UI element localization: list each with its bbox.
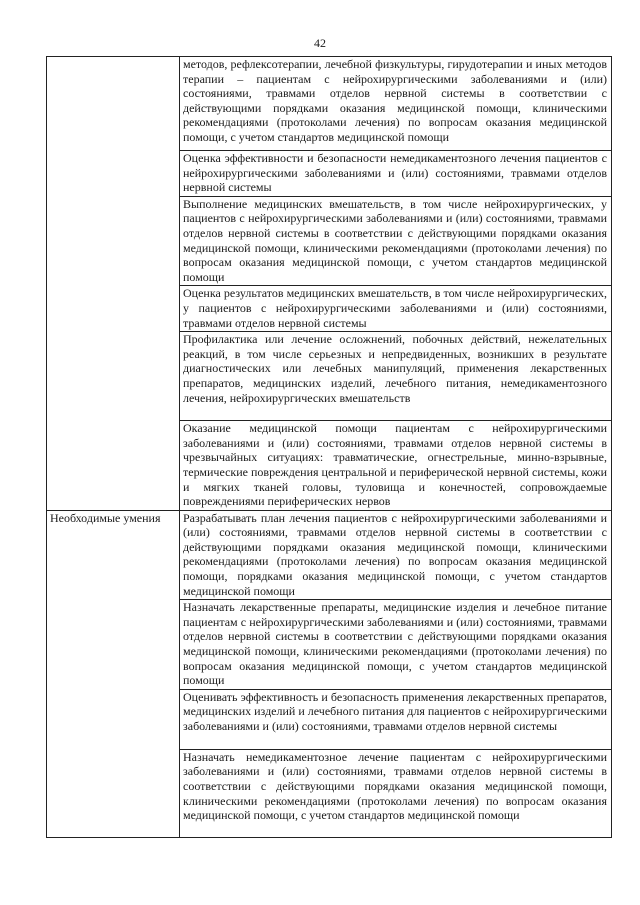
table-row — [47, 510, 612, 600]
row-text: Профилактика или лечение осложнений, побочных действий, нежелательных реакций, в том числе серьезных и непредвиденных, возникших в результате диагностических или лечебных манипуляций, применения лекарственных препаратов, медицинских изделий, лечебного питания, немедикаментозного лечения, нейрохирургических вмешательств — [180, 332, 612, 421]
competency-table — [46, 56, 612, 838]
row-text: Оказание медицинской помощи пациентам с нейрохирургическими заболеваниями и (или) состояниями, травмами отделов нервной системы в чрезвычайных ситуациях: травматические, огнестрельные, минно-взрывные, термические повреждения центральной и периферической нервной системы, кожи и мягких тканей головы, туловища и конечностей, сопровождаемые повреждениями периферических нервов — [180, 421, 612, 511]
row-label — [47, 57, 180, 511]
row-text: Оценка результатов медицинских вмешательств, в том числе нейрохирургических, у пациентов с нейрохирургическими заболеваниями и (или) состояниями, травмами отделов нервной системы — [180, 286, 612, 332]
row-text: Разрабатывать план лечения пациентов с нейрохирургическими заболеваниями и (или) состояниями, травмами отделов нервной системы в соответствии с действующими порядками оказания медицинской помощи, клиническими рекомендациями (протоколами лечения) по вопросам оказания медицинской помощи, порядками оказания медицинской помощи, с учетом стандартов медицинской помощи — [180, 510, 612, 600]
row-text: Оценка эффективности и безопасности немедикаментозного лечения пациентов с нейрохирургическими заболеваниями и (или) состояниями, травмами отделов нервной системы — [180, 151, 612, 197]
row-text: Оценивать эффективность и безопасность применения лекарственных препаратов, медицинских изделий и лечебного питания для пациентов с нейрохирургическими заболеваниями и (или) состояниями, травмами отделов нервной системы — [180, 689, 612, 749]
row-text: Назначать лекарственные препараты, медицинские изделия и лечебное питание пациентам с нейрохирургическими заболеваниями и (или) состояниями, травмами отделов нервной системы в соответствии с действующими порядками оказания медицинской помощи, клиническими рекомендациями (протоколами лечения) по вопросам оказания медицинской помощи, с учетом стандартов медицинской помощи — [180, 600, 612, 690]
row-label-necessary-skills: Необходимые умения — [47, 510, 180, 837]
table-row — [47, 57, 612, 151]
page-number: 42 — [314, 36, 326, 50]
row-text: Назначать немедикаментозное лечение пациентам с нейрохирургическими заболеваниями и (или) состояниями, травмами отделов нервной системы в соответствии с действующими порядками оказания медицинской помощи, клиническими рекомендациями (протоколами лечения) по вопросам оказания медицинской помощи, с учетом стандартов медицинской помощи — [180, 749, 612, 837]
row-text: методов, рефлексотерапии, лечебной физкультуры, гирудотерапии и иных методов терапии – пациентам с нейрохирургическими заболеваниями и (или) состояниями, травмами отделов нервной системы в соответствии с действующими порядками оказания медицинской помощи, клиническими рекомендациями (протоколами лечения) по вопросам оказания медицинской помощи, с учетом стандартов медицинской помощи — [180, 57, 612, 151]
row-text: Выполнение медицинских вмешательств, в том числе нейрохирургических, у пациентов с нейрохирургическими заболеваниями и (или) состояниями, травмами отделов нервной системы в соответствии с действующими порядками оказания медицинской помощи, клиническими рекомендациями (протоколами лечения) по вопросам оказания медицинской помощи, с учетом стандартов медицинской помощи — [180, 196, 612, 286]
